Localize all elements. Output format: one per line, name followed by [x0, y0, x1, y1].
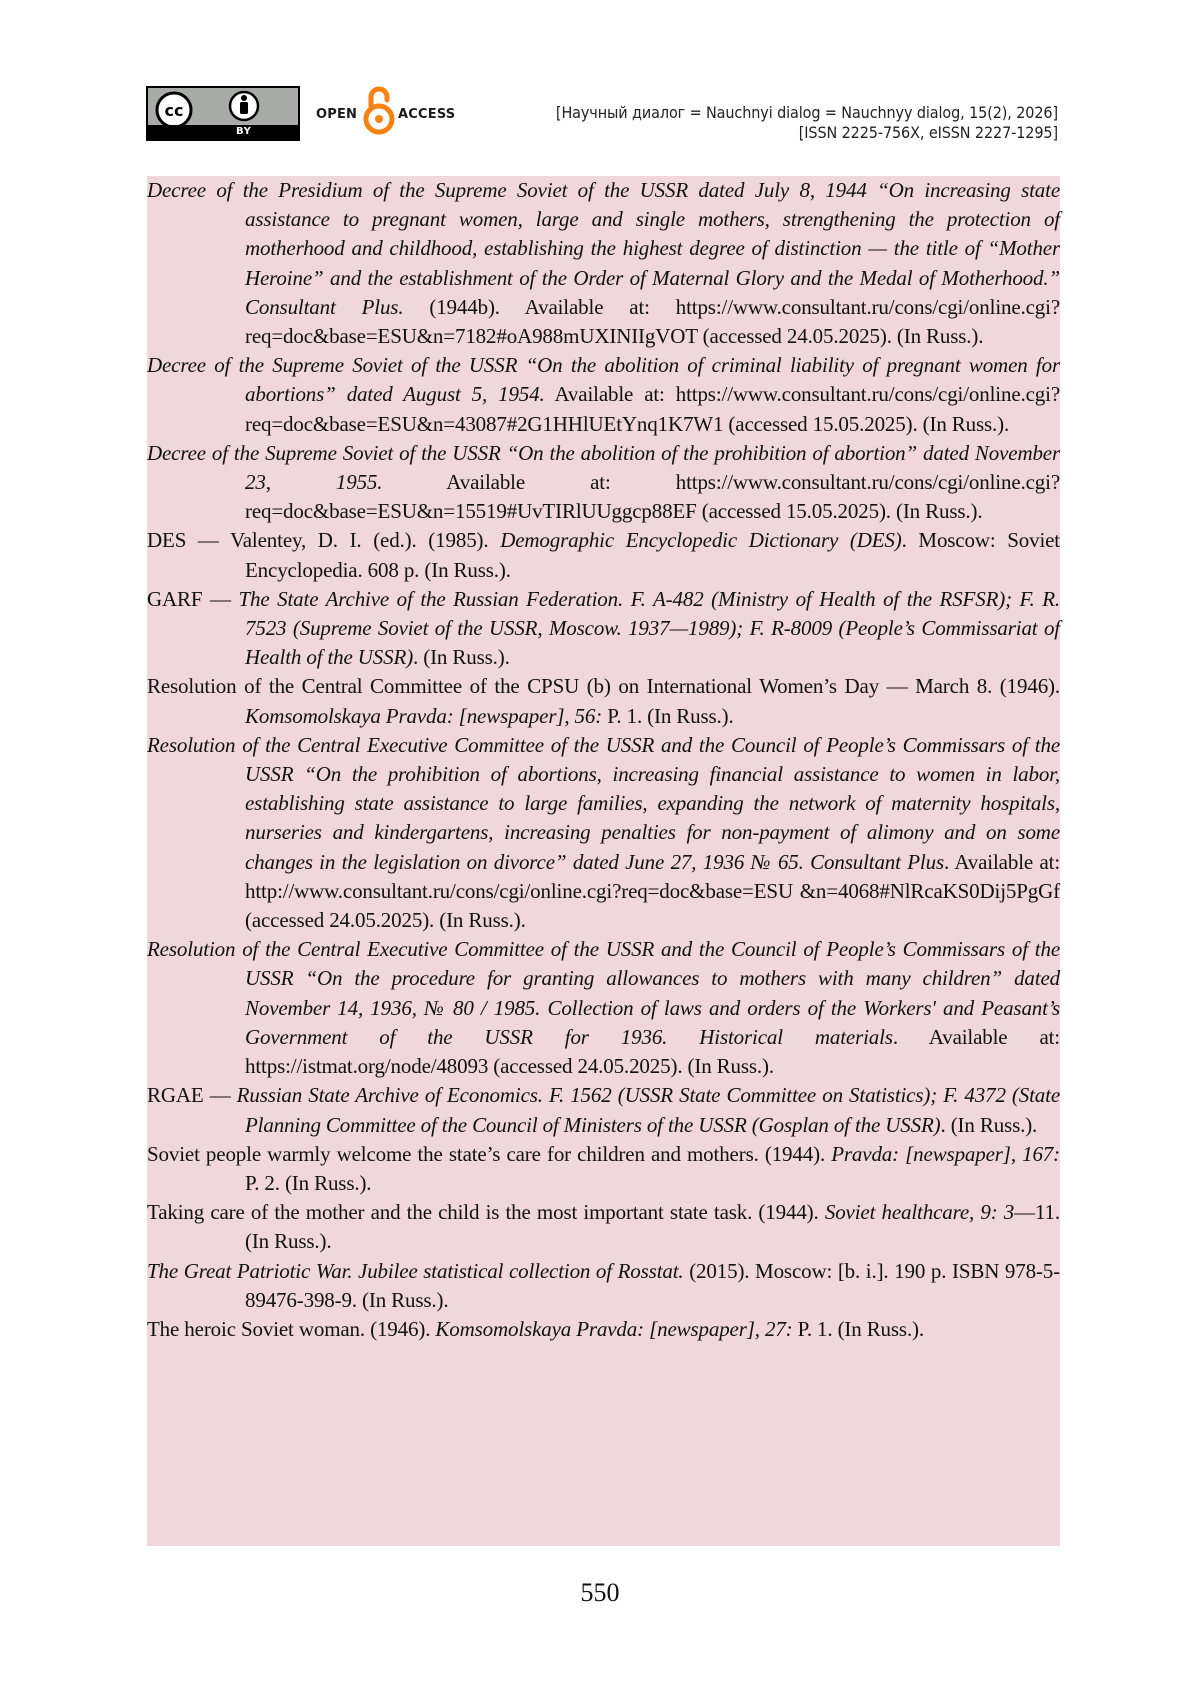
reference-item — [147, 1081, 1060, 1139]
reference-italic: Soviet healthcare, 9: 3 — [824, 1200, 1015, 1225]
reference-text: Resolution of the Central Committee of the CPSU (b) on International Women’s Day — March 8. (1946). — [147, 674, 1060, 699]
reference-item — [147, 176, 1060, 351]
reference-italic: Decree of the Supreme Soviet of the USSR “On the abolition of the prohibition of abortion” dated November 23, 1955. — [147, 440, 1060, 495]
reference-italic: Russian State Archive of Economics. F. 1562 (USSR State Committee on Statistics); F. 4372 (State Planning Committee of the Council of Ministers of the USSR (Gosplan of the USSR) — [236, 1083, 1060, 1137]
open-access-access-text: ACCESS — [398, 107, 456, 122]
reference-item — [147, 351, 1060, 439]
reference-italic: Decree of the Presidium of the Supreme Soviet of the USSR dated July 8, 1944 “On increasing state assistance to pregnant women, large and single mothers, strengthening the protection of motherhood and childhood, establishing the highest degree of distinction — the title of “Mother Heroine” and the establishment of the Order of Maternal Glory and the Medal of Motherhood.” Consultant Plus. — [147, 178, 1060, 319]
reference-italic: Pravda: [newspaper], 167: — [831, 1141, 1060, 1166]
reference-text: —11. (In Russ.). — [245, 1200, 1060, 1254]
reference-item — [147, 526, 1060, 584]
license-by-label: BY — [236, 126, 252, 137]
reference-item — [147, 935, 1060, 1081]
reference-text: Taking care of the mother and the child is the most important state task. (1944). — [147, 1200, 825, 1225]
reference-text: DES — Valentey, D. I. (ed.). (1985). — [147, 528, 501, 553]
reference-text: . Moscow: Soviet Encyclopedia. 608 p. (In Russ.). — [245, 528, 1060, 582]
reference-item — [147, 1257, 1060, 1315]
reference-text: (1944b). Available at: https://www.consultant.ru/cons/cgi/online.cgi?req=doc&base=ESU&n=7182#oA988mUXINIIgVOT (accessed 24.05.2025). (In Russ.). — [245, 294, 1060, 349]
reference-text: (2015). Moscow: [b. i.]. 190 p. ISBN 978-5-89476-398-9. (In Russ.). — [245, 1258, 1060, 1312]
open-access-logo — [316, 86, 456, 138]
reference-text: . Available at: http://www.consultant.ru/cons/cgi/online.cgi?req=doc&base=ESU &n=4068#NlRcaKS0Dij5PgGf (accessed 24.05.2025). (In Russ.). — [245, 849, 1060, 933]
reference-item — [147, 585, 1060, 673]
reference-item — [147, 439, 1060, 527]
reference-text: P. 1. (In Russ.). — [792, 1316, 924, 1341]
reference-text: . (In Russ.). — [940, 1112, 1038, 1137]
reference-text: . Available at: https://istmat.org/node/48093 (accessed 24.05.2025). (In Russ.). — [245, 1024, 1060, 1079]
reference-text: The heroic Soviet woman. (1946). — [147, 1316, 436, 1341]
svg-text:cc: cc — [164, 101, 184, 120]
reference-italic: The Great Patriotic War. Jubilee statistical collection of Rosstat. — [147, 1258, 684, 1283]
reference-item — [147, 731, 1060, 935]
reference-italic: Resolution of the Central Executive Committee of the USSR and the Council of People’s Commissars of the USSR “On the procedure for granting allowances to mothers with many children” dated November 14, 1936, № 80 / 1985. Collection of laws and orders of the Workers' and Peasant’s Government of the USSR for 1936. Historical materials — [147, 937, 1060, 1049]
reference-italic: Resolution of the Central Executive Committee of the USSR and the Council of People’s Commissars of the USSR “On the prohibition of abortions, increasing financial assistance to women in labor, establishing state assistance to large families, expanding the network of maternity hospitals, nurseries and kindergartens, increasing penalties for non-payment of alimony and on some changes in the legislation on divorce” dated June 27, 1936 № 65. Consultant Plus — [147, 732, 1060, 874]
reference-italic: The State Archive of the Russian Federation. F. A-482 (Ministry of Health of the RSFSR); F. R. 7523 (Supreme Soviet of the USSR, Moscow. 1937—1989); F. R-8009 (People’s Commissariat of Health of the USSR) — [238, 586, 1061, 670]
journal-citation — [556, 103, 1058, 143]
reference-text: GARF — — [147, 586, 239, 611]
reference-text: P. 1. (In Russ.). — [602, 703, 734, 728]
reference-text: Available at: https://www.consultant.ru/cons/cgi/online.cgi?req=doc&base=ESU&n=15519#UvTIRlUUggcp88EF (accessed 15.05.2025). (In Russ.). — [245, 470, 1060, 524]
journal-citation-line2: [ISSN 2225-756X, eISSN 2227-1295] — [798, 123, 1058, 142]
creative-commons-icon — [148, 88, 298, 126]
reference-text: RGAE — — [147, 1083, 237, 1108]
reference-text: Available at: https://www.consultant.ru/cons/cgi/online.cgi?req=doc&base=ESU&n=43087#2G1HHlUEtYnq1K7W1 (accessed 15.05.2025). (In Russ.). — [245, 382, 1060, 436]
reference-list — [147, 176, 1060, 1546]
journal-citation-line1: [Научный диалог = Nauchnyi dialog = Nauchnyy dialog, 15(2), 2026] — [555, 103, 1058, 122]
reference-item — [147, 1198, 1060, 1256]
reference-italic: Komsomolskaya Pravda: [newspaper], 27: — [435, 1316, 793, 1341]
page-number: 550 — [580, 1578, 620, 1607]
reference-item — [147, 672, 1060, 730]
reference-text: . (In Russ.). — [413, 645, 510, 670]
reference-italic: Decree of the Supreme Soviet of the USSR “On the abolition of criminal liability of pregnant women for abortions” dated August 5, 1954. — [147, 353, 1060, 407]
reference-item — [147, 1140, 1060, 1198]
open-lock-icon — [363, 86, 395, 138]
license-by-strip — [148, 125, 298, 139]
reference-italic: Komsomolskaya Pravda: [newspaper], 56: — [245, 703, 603, 728]
reference-italic: Demographic Encyclopedic Dictionary (DES) — [500, 528, 902, 553]
reference-item — [147, 1315, 1060, 1344]
reference-text: Soviet people warmly welcome the state’s care for children and mothers. (1944). — [147, 1141, 832, 1166]
cc-by-license-badge[interactable] — [146, 86, 300, 141]
open-access-open-text: OPEN — [316, 107, 358, 122]
reference-text: P. 2. (In Russ.). — [245, 1170, 372, 1195]
